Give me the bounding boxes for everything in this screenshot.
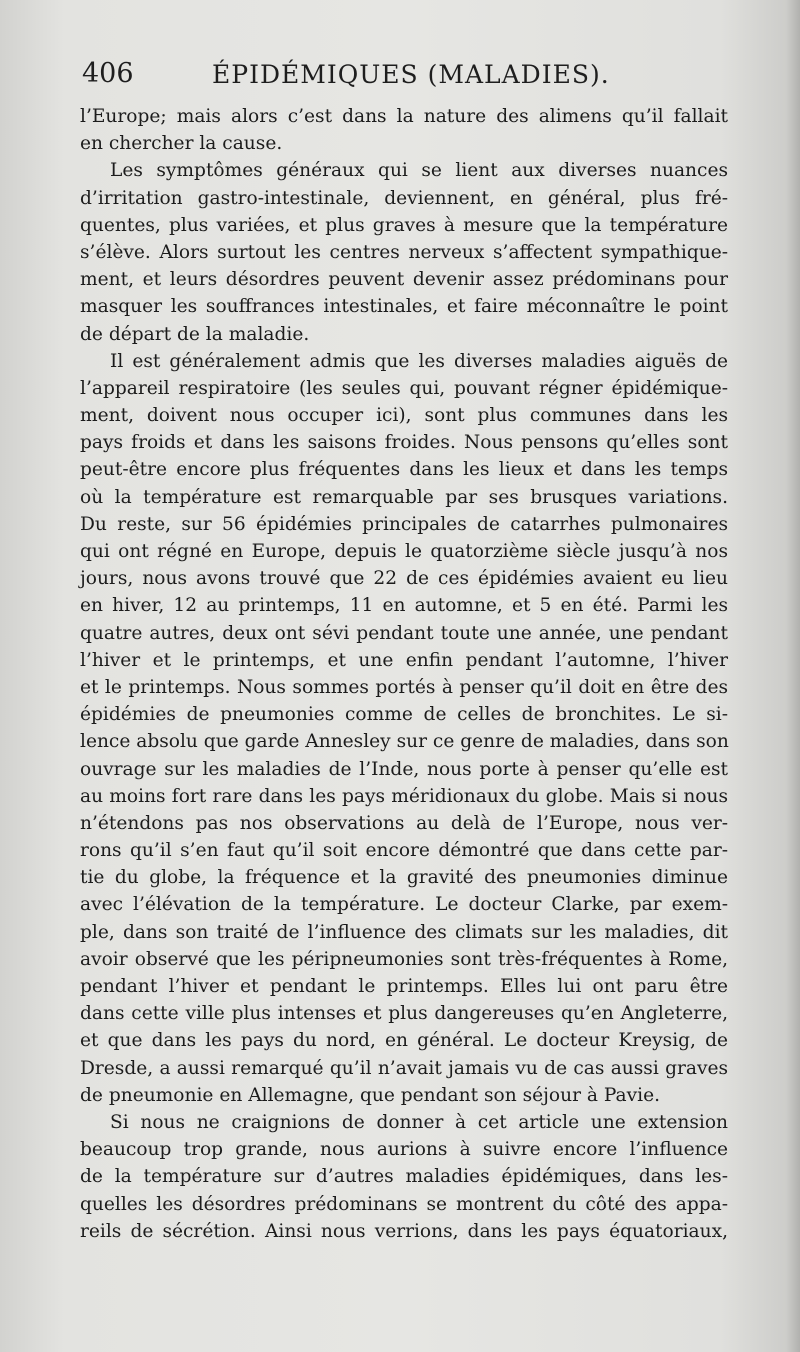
text-line: ouvrage sur les maladies de l’Inde, nous porte à penser qu’elle est <box>80 758 728 780</box>
text-line: quatre autres, deux ont sévi pendant toute une année, une pendant <box>80 622 728 644</box>
text-line: pendant l’hiver et pendant le printemps. Elles lui ont paru être <box>80 976 728 997</box>
text-line: avoir observé que les péripneumonies sont très-fréquentes à Rome, <box>80 948 728 970</box>
page-header <box>82 58 722 98</box>
page-edge-shadow <box>786 0 800 1352</box>
text-line: qui ont régné en Europe, depuis le quatorzième siècle jusqu’à nos <box>80 541 728 562</box>
text-line: tie du globe, la fréquence et la gravité des pneumonies diminue <box>80 867 728 889</box>
text-line: s’élève. Alors surtout les centres nerveux s’affectent sympathique- <box>80 241 728 263</box>
text-line: reils de sécrétion. Ainsi nous verrions, dans les pays équatoriaux, <box>80 1220 728 1242</box>
text-line: l’appareil respiratoire (les seules qui, pouvant régner épidémique- <box>80 377 728 399</box>
text-line: ple, dans son traité de l’influence des climats sur les maladies, dit <box>80 921 728 943</box>
text-line: Les symptômes généraux qui se lient aux diverses nuances <box>110 160 728 182</box>
text-line: et que dans les pays du nord, en général. Le docteur Kreysig, de <box>80 1030 728 1052</box>
text-line: masquer les souffrances intestinales, et faire méconnaître le point <box>80 296 728 318</box>
text-line: n’étendons pas nos observations au delà de l’Europe, nous ver- <box>80 812 728 834</box>
text-line: et le printemps. Nous sommes portés à penser qu’il doit en être des <box>80 676 728 698</box>
text-line: pays froids et dans les saisons froides. Nous pensons qu’elles sont <box>80 432 728 454</box>
text-line: lence absolu que garde Annesley sur ce genre de maladies, dans son <box>80 731 729 753</box>
text-line: peut-être encore plus fréquentes dans les lieux et dans les temps <box>80 459 728 481</box>
text-line: jours, nous avons trouvé que 22 de ces épidémies avaient eu lieu <box>80 568 728 590</box>
text-line: rons qu’il s’en faut qu’il soit encore démontré que dans cette par- <box>80 840 728 862</box>
text-line: quentes, plus variées, et plus graves à mesure que la température <box>80 214 728 236</box>
text-line: Dresde, a aussi remarqué qu’il n’avait jamais vu de cas aussi graves <box>80 1057 728 1079</box>
text-line: en chercher la cause. <box>80 133 283 155</box>
text-line: l’hiver et le printemps, et une enfin pendant l’automne, l’hiver <box>80 649 728 671</box>
text-line: Du reste, sur 56 épidémies principales de catarrhes pulmonaires <box>80 513 728 535</box>
text-line: ment, et leurs désordres peuvent devenir assez prédominans pour <box>80 269 728 291</box>
text-line: beaucoup trop grande, nous aurions à suivre encore l’influence <box>80 1139 728 1161</box>
text-line: avec l’élévation de la température. Le docteur Clarke, par exem- <box>80 894 728 916</box>
text-line: d’irritation gastro-intestinale, deviennent, en général, plus fré- <box>80 187 728 209</box>
text-line: de la température sur d’autres maladies épidémiques, dans les- <box>80 1166 728 1188</box>
text-line: épidémies de pneumonies comme de celles de bronchites. Le si- <box>80 704 728 726</box>
text-line: ment, doivent nous occuper ici), sont plus communes dans les <box>80 405 728 427</box>
body-text <box>80 103 728 1245</box>
text-line: en hiver, 12 au printemps, 11 en automne, et 5 en été. Parmi les <box>80 595 728 617</box>
running-head: ÉPIDÉMIQUES (MALADIES). <box>212 60 610 89</box>
text-line: au moins fort rare dans les pays méridionaux du globe. Mais si nous <box>80 785 728 807</box>
text-line: quelles les désordres prédominans se montrent du côté des appa- <box>80 1193 728 1215</box>
text-line: de pneumonie en Allemagne, que pendant son séjour à Pavie. <box>80 1084 661 1106</box>
page-number: 406 <box>82 58 134 89</box>
text-line: où la température est remarquable par ses brusques variations. <box>80 486 728 508</box>
text-line: l’Europe; mais alors c’est dans la nature des alimens qu’il fallait <box>80 106 728 127</box>
text-line: dans cette ville plus intenses et plus dangereuses qu’en Angleterre, <box>80 1003 728 1025</box>
text-line: Si nous ne craignions de donner à cet article une extension <box>110 1111 728 1133</box>
text-line: de départ de la maladie. <box>80 323 310 345</box>
text-line: Il est généralement admis que les diverses maladies aiguës de <box>110 350 728 372</box>
